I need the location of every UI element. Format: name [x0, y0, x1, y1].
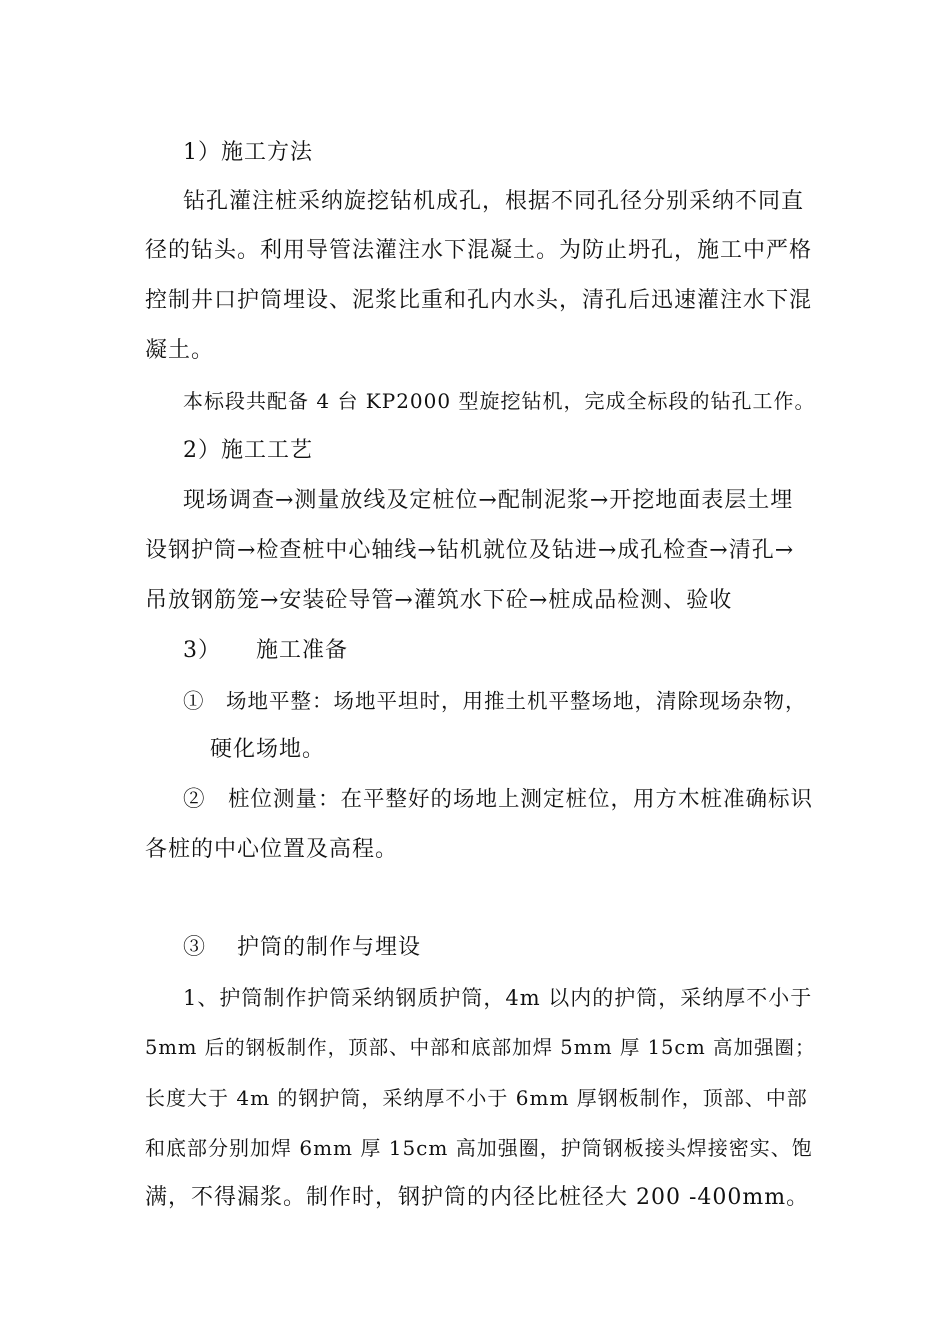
paragraph-line: 凝土。: [145, 338, 215, 363]
paragraph-line: 设钢护筒→检查桩中心轴线→钻机就位及钻进→成孔检查→清孔→: [145, 538, 795, 563]
paragraph-line: 本标段共配备 4 台 KP2000 型旋挖钻机，完成全标段的钻孔工作。: [183, 389, 816, 413]
paragraph-line: 1、护筒制作护筒采纳钢质护筒，4m 以内的护筒，采纳厚不小于: [183, 986, 813, 1010]
paragraph-line: 和底部分别加焊 6mm 厚 15cm 高加强圈，护筒钢板接头焊接密实、饱: [145, 1136, 813, 1160]
paragraph-line: 吊放钢筋笼→安装砼导管→灌筑水下砼→桩成品检测、验收: [145, 588, 733, 613]
heading-construction-method: 1）施工方法: [183, 140, 313, 165]
paragraph-line: 5mm 后的钢板制作，顶部、中部和底部加焊 5mm 厚 15cm 高加强圈；: [145, 1036, 816, 1059]
paragraph-line: 满，不得漏浆。制作时，钢护筒的内径比桩径大 200 -400mm。: [145, 1185, 810, 1210]
paragraph-line: 径的钻头。利用导管法灌注水下混凝土。为防止坍孔，施工中严格: [145, 238, 813, 263]
list-item-continuation: 各桩的中心位置及高程。: [145, 837, 399, 862]
list-item: ② 桩位测量：在平整好的场地上测定桩位，用方木桩准确标识: [183, 787, 814, 812]
paragraph-line: 现场调查→测量放线及定桩位→配制泥浆→开挖地面表层土埋: [183, 488, 794, 513]
heading-construction-preparation: 3） 施工准备: [183, 638, 348, 663]
paragraph-line: 长度大于 4m 的钢护筒，采纳厚不小于 6mm 厚钢板制作，顶部、中部: [145, 1086, 808, 1110]
heading-construction-process: 2）施工工艺: [183, 438, 313, 463]
paragraph-line: 钻孔灌注桩采纳旋挖钻机成孔，根据不同孔径分别采纳不同直: [183, 189, 805, 214]
list-item: ① 场地平整：场地平坦时，用推土机平整场地，清除现场杂物，: [183, 689, 807, 713]
list-item: ③ 护筒的制作与埋设: [183, 935, 421, 960]
list-item-continuation: 硬化场地。: [210, 737, 326, 762]
paragraph-line: 控制井口护筒埋设、泥浆比重和孔内水头，清孔后迅速灌注水下混: [145, 288, 813, 313]
